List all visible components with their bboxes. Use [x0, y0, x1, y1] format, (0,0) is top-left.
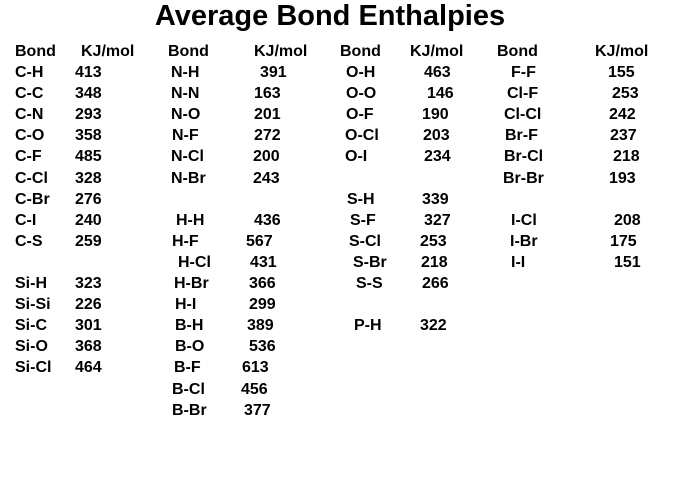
- bond-enthalpy-value: 358: [75, 127, 102, 145]
- bond-name: S-Br: [353, 253, 387, 271]
- bond-name: C-I: [15, 211, 37, 229]
- bond-name: S-F: [350, 211, 376, 229]
- bond-name: C-S: [15, 232, 43, 250]
- bond-enthalpy-value: 339: [422, 190, 449, 208]
- bond-name: F-F: [511, 64, 536, 82]
- bond-enthalpy-value: 218: [421, 253, 448, 271]
- bond-name: C-C: [15, 85, 44, 103]
- bond-enthalpy-value: 536: [249, 338, 276, 356]
- bond-enthalpy-value: 348: [75, 85, 102, 103]
- bond-enthalpy-value: 190: [422, 106, 449, 124]
- bond-enthalpy-value: 328: [75, 169, 102, 187]
- header-enthalpy-label: KJ/mol: [410, 43, 464, 60]
- bond-enthalpy-value: 456: [241, 380, 268, 398]
- bond-name: Br-F: [505, 127, 538, 145]
- bond-enthalpy-value: 436: [254, 211, 281, 229]
- bond-enthalpy-value: 272: [254, 127, 281, 145]
- bond-name: Br-Cl: [504, 148, 544, 166]
- bond-name: C-O: [15, 127, 45, 145]
- bond-enthalpy-value: 155: [608, 64, 635, 82]
- bond-name: C-N: [15, 106, 44, 124]
- bond-enthalpy-value: 242: [609, 106, 636, 124]
- bond-enthalpy-value: 323: [75, 275, 102, 293]
- bond-enthalpy-value: 218: [613, 148, 640, 166]
- bond-enthalpy-value: 226: [75, 296, 102, 314]
- bond-name: I-I: [511, 253, 526, 271]
- bond-name: B-F: [174, 359, 201, 377]
- bond-name: H-H: [176, 211, 205, 229]
- bond-enthalpy-value: 389: [247, 317, 274, 335]
- bond-name: H-F: [172, 232, 199, 250]
- bond-name: B-O: [175, 338, 205, 356]
- bond-name: N-Cl: [171, 148, 204, 166]
- header-enthalpy-label: KJ/mol: [254, 43, 308, 60]
- header-bond-label: Bond: [15, 43, 56, 60]
- bond-enthalpy-value: 200: [253, 148, 280, 166]
- bond-name: S-Cl: [349, 232, 381, 250]
- bond-enthalpy-value: 240: [75, 211, 102, 229]
- bond-name: H-I: [175, 296, 197, 314]
- header-bond-label: Bond: [168, 43, 209, 60]
- bond-enthalpy-value: 413: [75, 64, 102, 82]
- bond-enthalpy-value: 243: [253, 169, 280, 187]
- bond-enthalpy-value: 151: [614, 253, 641, 271]
- header-bond-label: Bond: [340, 43, 381, 60]
- bond-name: O-O: [346, 85, 377, 103]
- bond-name: O-F: [346, 106, 374, 124]
- bond-enthalpy-value: 175: [610, 232, 637, 250]
- bond-name: O-I: [345, 148, 368, 166]
- bond-name: Si-O: [15, 338, 48, 356]
- bond-name: Si-Cl: [15, 359, 52, 377]
- bond-name: H-Br: [174, 275, 209, 293]
- bond-enthalpy-value: 234: [424, 148, 451, 166]
- bond-enthalpy-value: 567: [246, 232, 273, 250]
- bond-enthalpy-value: 464: [75, 359, 102, 377]
- bond-enthalpy-value: 327: [424, 211, 451, 229]
- bond-enthalpy-value: 485: [75, 148, 102, 166]
- bond-name: O-Cl: [345, 127, 379, 145]
- bond-name: O-H: [346, 64, 376, 82]
- bond-enthalpy-value: 377: [244, 401, 271, 419]
- bond-name: H-Cl: [178, 253, 211, 271]
- bond-name: S-H: [347, 190, 375, 208]
- bond-name: N-H: [171, 64, 200, 82]
- bond-name: N-F: [172, 127, 199, 145]
- bond-name: N-O: [171, 106, 201, 124]
- bond-name: B-H: [175, 317, 204, 335]
- bond-name: N-N: [171, 85, 200, 103]
- bond-enthalpy-value: 266: [422, 275, 449, 293]
- bond-enthalpy-value: 299: [249, 296, 276, 314]
- bond-name: P-H: [354, 317, 382, 335]
- bond-name: B-Br: [172, 401, 207, 419]
- bond-name: N-Br: [171, 169, 206, 187]
- header-enthalpy-label: KJ/mol: [81, 43, 135, 60]
- bond-name: B-Cl: [172, 380, 205, 398]
- bond-name: C-Br: [15, 190, 50, 208]
- bond-enthalpy-value: 163: [254, 85, 281, 103]
- bond-enthalpy-value: 253: [420, 232, 447, 250]
- bond-enthalpy-value: 613: [242, 359, 269, 377]
- bond-enthalpy-value: 276: [75, 190, 102, 208]
- bond-name: Cl-F: [507, 85, 539, 103]
- bond-enthalpy-value: 391: [260, 64, 287, 82]
- bond-enthalpy-value: 301: [75, 317, 102, 335]
- bond-enthalpy-value: 259: [75, 232, 102, 250]
- header-bond-label: Bond: [497, 43, 538, 60]
- bond-enthalpy-value: 368: [75, 338, 102, 356]
- bond-enthalpy-value: 463: [424, 64, 451, 82]
- bond-enthalpy-value: 237: [610, 127, 637, 145]
- page-title: Average Bond Enthalpies: [154, 0, 506, 32]
- bond-enthalpy-value: 201: [254, 106, 281, 124]
- bond-name: I-Cl: [511, 211, 537, 229]
- bond-name: S-S: [356, 275, 383, 293]
- bond-name: Cl-Cl: [504, 106, 542, 124]
- bond-name: I-Br: [510, 232, 538, 250]
- bond-enthalpy-value: 322: [420, 317, 447, 335]
- bond-enthalpy-value: 146: [427, 85, 454, 103]
- bond-enthalpy-value: 293: [75, 106, 102, 124]
- bond-name: C-H: [15, 64, 44, 82]
- bond-enthalpy-value: 366: [249, 275, 276, 293]
- bond-name: Si-C: [15, 317, 47, 335]
- bond-name: Si-Si: [15, 296, 51, 314]
- bond-name: C-Cl: [15, 169, 48, 187]
- bond-enthalpy-value: 431: [250, 253, 277, 271]
- bond-name: Br-Br: [503, 169, 544, 187]
- bond-name: C-F: [15, 148, 42, 166]
- header-enthalpy-label: KJ/mol: [595, 43, 649, 60]
- bond-name: Si-H: [15, 275, 47, 293]
- bond-enthalpy-value: 193: [609, 169, 636, 187]
- bond-enthalpy-value: 253: [612, 85, 639, 103]
- bond-enthalpy-value: 203: [423, 127, 450, 145]
- bond-enthalpy-value: 208: [614, 211, 641, 229]
